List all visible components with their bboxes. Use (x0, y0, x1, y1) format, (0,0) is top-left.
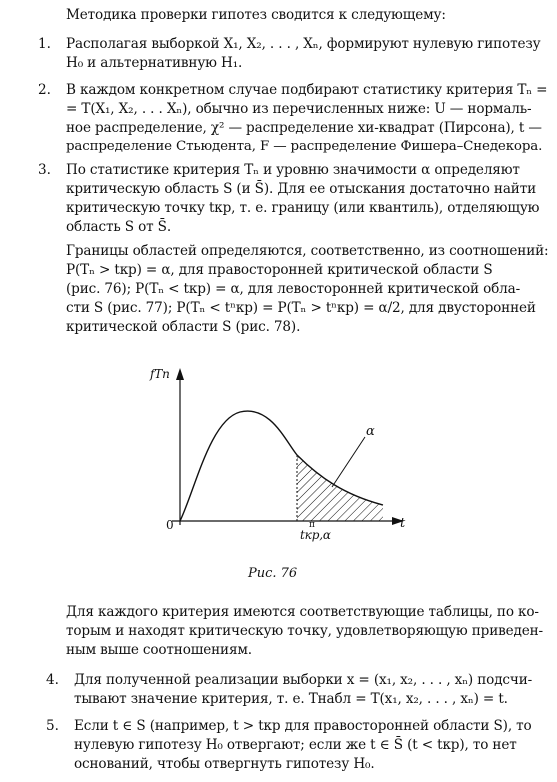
item-2-line-2: = T(X₁, X₂, . . . Xₙ), обычно из перечисленных ниже: U — нормаль- (66, 101, 532, 117)
bounds-line-4: сти S (рис. 77); P(Tₙ < tⁿкр) = P(Tₙ > tⁿкр) = α/2, для двусторонней (66, 300, 536, 316)
item-3-line-3: критическую точку tкр, т. е. границу (или квантиль), отделяющую (66, 200, 540, 216)
bounds-line-2: P(Tₙ > tкр) = α, для правосторонней критической области S (66, 262, 493, 278)
origin-label: 0 (166, 518, 174, 532)
item-3-line-2: критическую область S (и S̄). Для ее отыскания достаточно найти (66, 181, 536, 197)
figure-caption: Рис. 76 (248, 566, 298, 581)
bounds-line-3: (рис. 76); P(Tₙ < tкр) = α, для левосторонней критической обла- (66, 281, 521, 297)
critical-point-superscript: п (309, 520, 315, 530)
y-axis-arrow (176, 368, 184, 380)
item-5-line-2: нулевую гипотезу H₀ отвергают; если же t ∈ S̄ (t < tкр), то нет (74, 737, 517, 753)
bounds-line-5: критической области S (рис. 78). (66, 319, 301, 335)
item-4-line-2: тывают значение критерия, т. е. Tнабл = T(x₁, x₂, . . . , xₙ) = t. (74, 691, 508, 707)
item-3-line-4: область S от S̄. (66, 219, 172, 235)
alpha-pointer (332, 437, 365, 487)
item-1-line-2: H₀ и альтернативную H₁. (66, 55, 243, 71)
item-5-number: 5. (46, 718, 59, 734)
item-3-line-1: По статистике критерия Tₙ и уровню значимости α определяют (66, 162, 520, 178)
item-1-line-1: Располагая выборкой X₁, X₂, . . . , Xₙ, формируют нулевую гипотезу (66, 36, 541, 52)
item-4-number: 4. (46, 672, 59, 688)
x-axis-label: t (400, 516, 406, 531)
item-2-line-1: В каждом конкретном случае подбирают статистику критерия Tₙ = (66, 82, 548, 98)
item-1-number: 1. (38, 36, 51, 52)
item-2-line-4: распределение Стьюдента, F — распределение Фишера–Снедекора. (66, 139, 543, 154)
bounds-line-1: Границы областей определяются, соответственно, из соотношений: (66, 243, 549, 259)
intro-text: Методика проверки гипотез сводится к следующему: (66, 7, 446, 23)
item-5-line-3: оснований, чтобы отвергнуть гипотезу H₀. (74, 756, 375, 772)
tables-line-3: ным выше соотношениям. (66, 642, 252, 658)
alpha-label: α (366, 424, 375, 439)
y-axis-label: fTn (150, 367, 170, 381)
item-4-line-1: Для полученной реализации выборки x = (x₁, x₂, . . . , xₙ) подсчи- (74, 672, 533, 688)
item-3-number: 3. (38, 162, 51, 178)
critical-point-label: tкр,α (300, 528, 331, 542)
tables-line-2: торым и находят критическую точку, удовлетворяющую приведен- (66, 623, 544, 639)
item-2-line-3: ное распределение, χ² — распределение хи-квадрат (Пирсона), t — (66, 120, 542, 136)
item-5-line-1: Если t ∈ S (например, t > tкр для правосторонней области S), то (74, 718, 532, 734)
item-2-number: 2. (38, 82, 51, 98)
tables-line-1: Для каждого критерия имеются соответствующие таблицы, по ко- (66, 604, 539, 620)
